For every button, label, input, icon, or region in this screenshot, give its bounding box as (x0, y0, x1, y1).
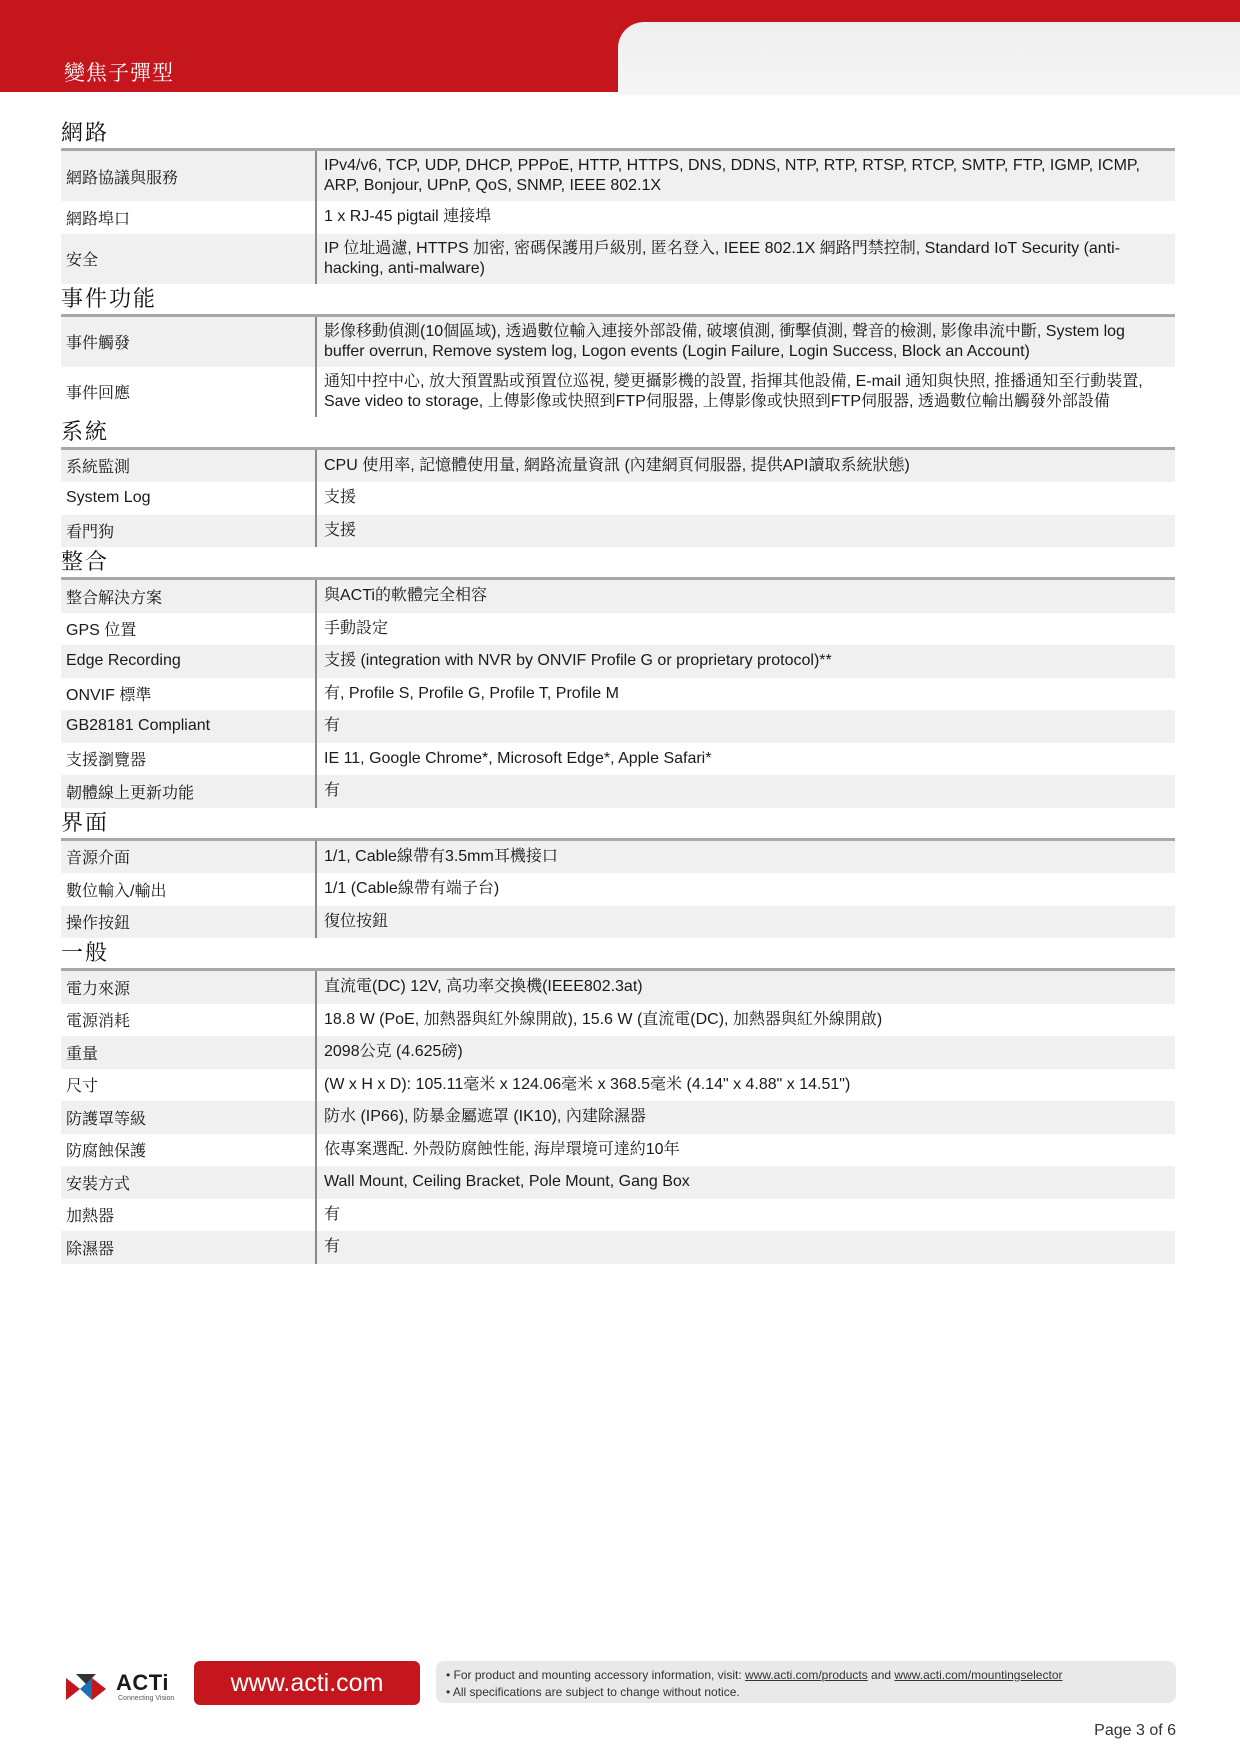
spec-value (317, 151, 1175, 201)
spec-label: 安全 (61, 234, 317, 284)
spec-value-line: 復位按鈕 (324, 912, 389, 930)
spec-row (61, 1134, 1175, 1167)
spec-value (317, 482, 1175, 515)
spec-value-line: 與ACTi的軟體完全相容 (324, 587, 487, 605)
spec-value-line: Save video to storage, 上傳影像或快照到FTP伺服器, 上傳影像或快照到FTP伺服器, 透過數位輸出觸發外部設備 (324, 392, 1110, 410)
section-title: 事件功能 (61, 285, 158, 311)
spec-value-line: 1/1 (Cable線帶有端子台) (324, 880, 500, 898)
spec-value (317, 450, 1175, 483)
spec-row (61, 515, 1175, 548)
products-link[interactable]: www.acti.com/products (745, 1668, 868, 1682)
spec-value (317, 317, 1175, 367)
spec-label: 電源消耗 (61, 1004, 317, 1037)
spec-row (61, 450, 1175, 483)
spec-value-line: IPv4/v6, TCP, UDP, DHCP, PPPoE, HTTP, HTTPS, DNS, DDNS, NTP, RTP, RTSP, RTCP, SMTP, FTP, IGMP, ICMP, (324, 157, 1140, 174)
spec-row (61, 873, 1175, 906)
spec-label: System Log (61, 482, 317, 515)
spec-value-line: 影像移動偵測(10個區域), 透過數位輸入連接外部設備, 破壞偵測, 衝擊偵測, 聲音的檢測, 影像串流中斷, System log (324, 322, 1125, 340)
spec-value (317, 1231, 1175, 1264)
spec-row (61, 841, 1175, 874)
spec-label: 數位輸入/輸出 (61, 873, 317, 906)
footer-notes (436, 1661, 1176, 1703)
section-title: 系統 (61, 418, 110, 444)
spec-row (61, 1101, 1175, 1134)
section-title: 網路 (61, 120, 110, 145)
spec-label: 整合解決方案 (61, 580, 317, 613)
acti-logo-mark-icon (66, 1674, 106, 1704)
spec-label: 重量 (61, 1036, 317, 1069)
mounting-selector-link[interactable]: www.acti.com/mountingselector (894, 1668, 1063, 1682)
spec-value-line: Wall Mount, Ceiling Bracket, Pole Mount, Gang Box (324, 1173, 690, 1191)
spec-value (317, 613, 1175, 646)
spec-value-line: 手動設定 (324, 619, 389, 637)
spec-value (317, 1069, 1175, 1102)
page-number: Page 3 of 6 (1094, 1722, 1176, 1739)
section-title: 一般 (61, 940, 110, 965)
spec-label: GB28181 Compliant (61, 710, 317, 743)
spec-value (317, 515, 1175, 548)
spec-row (61, 1036, 1175, 1069)
spec-value-line: 有, Profile S, Profile G, Profile T, Profile M (324, 684, 619, 702)
spec-label: 事件回應 (61, 367, 317, 417)
spec-value (317, 234, 1175, 284)
spec-label: 電力來源 (61, 971, 317, 1004)
spec-value-line: 有 (324, 1238, 341, 1256)
spec-row (61, 151, 1175, 201)
spec-row (61, 1231, 1175, 1264)
spec-row (61, 678, 1175, 711)
spec-value (317, 743, 1175, 776)
spec-value (317, 1134, 1175, 1167)
spec-value-line: 防水 (IP66), 防暴金屬遮罩 (IK10), 內建除濕器 (324, 1108, 646, 1126)
spec-value (317, 201, 1175, 234)
spec-value (317, 710, 1175, 743)
spec-row (61, 1166, 1175, 1199)
spec-value (317, 1166, 1175, 1199)
spec-row (61, 645, 1175, 678)
spec-label: 音源介面 (61, 841, 317, 874)
spec-label: 操作按鈕 (61, 906, 317, 939)
spec-value (317, 873, 1175, 906)
spec-value-line: hacking, anti-malware) (324, 259, 485, 277)
spec-label: 尺寸 (61, 1069, 317, 1102)
spec-table (61, 841, 1175, 939)
spec-value (317, 1199, 1175, 1232)
spec-value (317, 1004, 1175, 1037)
footer-note-products (446, 1667, 1176, 1684)
spec-value-line: (W x H x D): 105.11毫米 x 124.06毫米 x 368.5毫米 (4.14" x 4.88" x 14.51") (324, 1075, 851, 1093)
spec-value (317, 645, 1175, 678)
spec-label: 事件觸發 (61, 317, 317, 367)
spec-value-line: 1 x RJ-45 pigtail 連接埠 (324, 208, 492, 226)
spec-value (317, 906, 1175, 939)
spec-value (317, 580, 1175, 613)
spec-value-line: 有 (324, 717, 341, 735)
spec-content (61, 118, 1175, 1264)
spec-label: 除濕器 (61, 1231, 317, 1264)
spec-value-line: 18.8 W (PoE, 加熱器與紅外線開啟), 15.6 W (直流電(DC), 加熱器與紅外線開啟) (324, 1010, 883, 1028)
spec-value (317, 775, 1175, 808)
spec-value-line: buffer overrun, Remove system log, Logon events (Login Failure, Login Success, Block an Account) (324, 342, 1030, 360)
spec-table (61, 450, 1175, 548)
spec-label: 支援瀏覽器 (61, 743, 317, 776)
spec-value (317, 1036, 1175, 1069)
page-footer (0, 1660, 1240, 1755)
section-title: 整合 (61, 549, 110, 574)
spec-value (317, 367, 1175, 417)
spec-row (61, 1199, 1175, 1232)
spec-value (317, 841, 1175, 874)
spec-row (61, 613, 1175, 646)
spec-label: 安裝方式 (61, 1166, 317, 1199)
spec-value (317, 678, 1175, 711)
spec-table (61, 151, 1175, 284)
website-link[interactable]: www.acti.com (194, 1661, 420, 1705)
spec-value-line: IE 11, Google Chrome*, Microsoft Edge*, Apple Safari* (324, 749, 712, 767)
acti-logo (66, 1666, 186, 1706)
note-prefix: • For product and mounting accessory information, visit: (446, 1668, 745, 1682)
spec-table (61, 971, 1175, 1264)
spec-value-line: 支援 (324, 489, 357, 507)
spec-value-line: 支援 (324, 521, 357, 539)
header-grey-tab (618, 22, 1240, 95)
page-header (0, 0, 1240, 95)
spec-label: 防腐蝕保護 (61, 1134, 317, 1167)
spec-value-line: 1/1, Cable線帶有3.5mm耳機接口 (324, 847, 558, 865)
spec-label: 防護罩等級 (61, 1101, 317, 1134)
spec-label: 加熱器 (61, 1199, 317, 1232)
spec-value-line: 通知中控中心, 放大預置點或預置位巡視, 變更攝影機的設置, 指揮其他設備, E-mail 通知與快照, 推播通知至行動裝置, (324, 372, 1143, 390)
spec-row (61, 743, 1175, 776)
spec-value-line: 有 (324, 1205, 341, 1223)
spec-row (61, 482, 1175, 515)
note-and: and (867, 1668, 895, 1682)
spec-label: 網路協議與服務 (61, 151, 317, 201)
spec-row (61, 971, 1175, 1004)
spec-label: GPS 位置 (61, 613, 317, 646)
spec-value-line: 有 (324, 782, 341, 800)
logo-tagline: Connecting Vision (118, 1695, 175, 1702)
spec-value-line: IP 位址過濾, HTTPS 加密, 密碼保護用戶級別, 匿名登入, IEEE 802.1X 網路門禁控制, Standard IoT Security (anti- (324, 239, 1121, 257)
footer-note-disclaimer: • All specifications are subject to change without notice. (446, 1685, 740, 1699)
spec-label: 系統監測 (61, 450, 317, 483)
spec-row (61, 1004, 1175, 1037)
spec-row (61, 1069, 1175, 1102)
page-title: 變焦子彈型 (64, 62, 174, 85)
spec-table (61, 580, 1175, 808)
spec-label: 韌體線上更新功能 (61, 775, 317, 808)
spec-row (61, 317, 1175, 367)
spec-value (317, 971, 1175, 1004)
spec-table (61, 317, 1175, 417)
spec-label: 網路埠口 (61, 201, 317, 234)
spec-row (61, 710, 1175, 743)
spec-value-line: 支援 (integration with NVR by ONVIF Profile G or proprietary protocol)** (324, 652, 832, 670)
spec-row (61, 234, 1175, 284)
spec-value-line: 直流電(DC) 12V, 高功率交換機(IEEE802.3at) (324, 978, 643, 996)
spec-row (61, 201, 1175, 234)
spec-value-line: ARP, Bonjour, UPnP, QoS, SNMP, IEEE 802.1X (324, 177, 662, 194)
spec-label: ONVIF 標準 (61, 678, 317, 711)
spec-value-line: 依專案選配. 外殼防腐蝕性能, 海岸環境可達約10年 (324, 1140, 680, 1158)
spec-value (317, 1101, 1175, 1134)
spec-row (61, 775, 1175, 808)
section-title: 界面 (61, 809, 110, 835)
spec-value-line: CPU 使用率, 記憶體使用量, 網路流量資訊 (內建網頁伺服器, 提供API讀取系統狀態) (324, 456, 910, 474)
spec-value-line: 2098公克 (4.625磅) (324, 1043, 463, 1061)
spec-row (61, 367, 1175, 417)
spec-row (61, 580, 1175, 613)
spec-label: 看門狗 (61, 515, 317, 548)
spec-label: Edge Recording (61, 645, 317, 678)
spec-row (61, 906, 1175, 939)
logo-text: ACTi (116, 1670, 169, 1695)
